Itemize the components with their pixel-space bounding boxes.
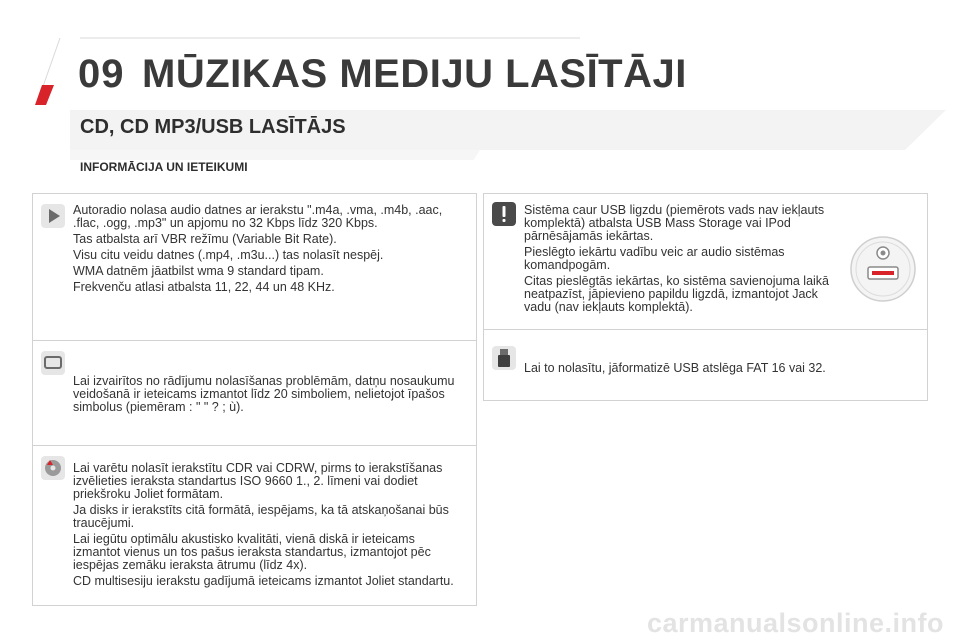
paragraph: Lai varētu nolasīt ierakstītu CDR vai CDRW, pirms to ierakstīšanas izvēlieties ieraksta standartus ISO 9660 1., 2. līmeni vai dodiet priekšroku Joliet formātam. [73, 461, 443, 501]
paragraph: Frekvenču atlasi atbalsta 11, 22, 44 un 48 KHz. [73, 280, 335, 294]
paragraph: Autoradio nolasa audio datnes ar ierakstu ".m4a, .vma, .m4b, .aac, .flac, .ogg, .mp3" un apjomu no 32 Kbps līdz 320 Kbps. [73, 203, 443, 230]
paragraph: WMA datnēm jāatbilst wma 9 standard tipam. [73, 264, 324, 278]
paragraph: Sistēma caur USB ligzdu (piemērots vads nav iekļauts komplektā) atbalsta USB Mass Storage vai IPod pārnēsājamās iekārtas. [524, 203, 825, 243]
info-panel-cd-burning [32, 445, 477, 606]
usb-text [524, 204, 844, 317]
warning-icon [492, 202, 516, 226]
info-panel-filenames [32, 340, 477, 446]
disc-icon [41, 456, 65, 480]
paragraph: Lai to nolasītu, jāformatizē USB atslēga FAT 16 vai 32. [524, 361, 826, 375]
info-panel-usb [483, 193, 928, 330]
chapter-title: MŪZIKAS MEDIJU LASĪTĀJI [142, 52, 687, 96]
paragraph: Lai iegūtu optimālu akustisko kvalitāti, vienā diskā ir ieteicams izmantot vienus un tos pašus ieraksta standartus, izmantojot pēc iespējas zemāku ieraksta ātrumu (līdz 4x). [73, 532, 431, 572]
chapter-marker-red [35, 85, 54, 105]
formats-text [73, 204, 473, 297]
paragraph: Pieslēgto iekārtu vadību veic ar audio sistēmas komandpogām. [524, 245, 785, 272]
screen-icon [41, 351, 65, 375]
info-panel-formats [32, 193, 477, 341]
info-panel-usb-format [483, 329, 928, 401]
filenames-text [73, 375, 473, 417]
paragraph: Lai izvairītos no rādījumu nolasīšanas problēmām, datņu nosaukumu veidošanā ir ieteicams izmantot līdz 20 simboliem, nelietojot īpašos simbolus (piemēram : " " ? ; ù). [73, 374, 455, 414]
usb-port-icon [848, 234, 918, 304]
paragraph: Tas atbalsta arī VBR režīmu (Variable Bit Rate). [73, 232, 337, 246]
play-icon [41, 204, 65, 228]
subsection-title: INFORMĀCIJA UN IETEIKUMI [80, 160, 248, 174]
paragraph: CD multisesiju ierakstu gadījumā ieteicams izmantot Joliet standartu. [73, 574, 454, 588]
paragraph: Citas pieslēgtās iekārtas, ko sistēma savienojuma laikā neatpazīst, jāpievieno papildu ligzdā, izmantojot Jack vadu (nav iekļauts komplektā). [524, 274, 829, 314]
watermark: carmanualsonline.info [646, 608, 944, 638]
chapter-number: 09 [78, 52, 125, 96]
section-title: CD, CD MP3/USB LASĪTĀJS [80, 116, 346, 138]
cd-burning-text [73, 462, 473, 591]
usb-format-text [524, 362, 924, 378]
usb-stick-icon [492, 346, 516, 370]
paragraph: Visu citu veidu datnes (.mp4, .m3u...) tas nolasīt nespēj. [73, 248, 384, 262]
subsection-band [70, 150, 480, 160]
paragraph: Ja disks ir ierakstīts citā formātā, iespējams, ka tā atskaņošanai būs traucējumi. [73, 503, 449, 530]
